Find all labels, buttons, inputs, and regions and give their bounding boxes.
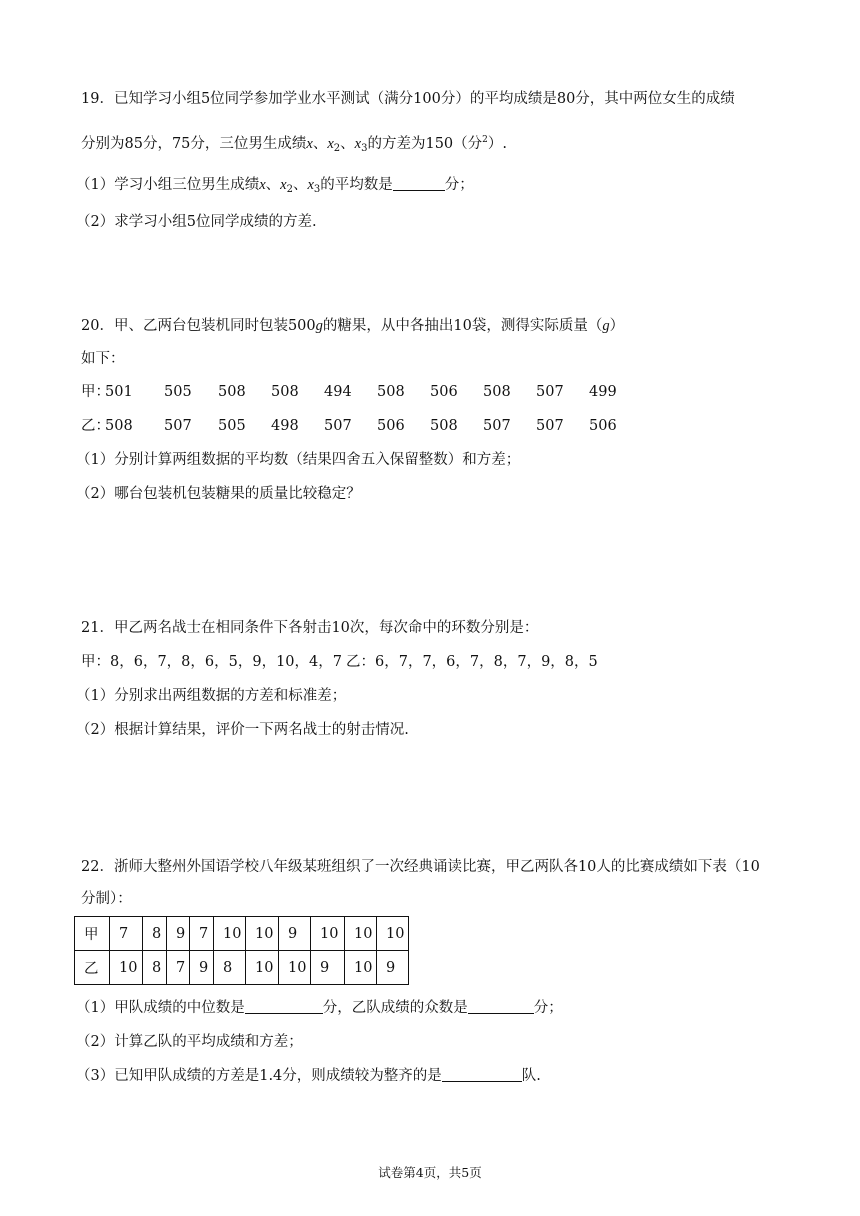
q20-yi-value: 506 — [377, 418, 405, 434]
q19-line2-text-a: 分别为85分，75分，三位男生成绩 — [81, 136, 307, 152]
q19-part1-text-c: 分； — [444, 177, 474, 193]
var-x3: x — [354, 136, 362, 152]
var-x1: x — [259, 177, 266, 193]
q19-line1: 19．已知学习小组5位同学参加学业水平测试（满分100分）的平均成绩是80分，其中两位女生的成绩 — [81, 91, 735, 107]
table-cell: 10 — [311, 917, 345, 951]
q20-line1-text-c: ） — [609, 318, 625, 334]
q22-part1 — [76, 998, 563, 1018]
var-x3: x — [307, 177, 314, 193]
table-cell: 7 — [190, 917, 214, 951]
table-row — [75, 951, 409, 985]
q22-part2: （2）计算乙队的平均成绩和方差； — [76, 1034, 303, 1050]
q20-yi-value: 505 — [218, 418, 246, 434]
q19-part1-text-b: 的平均数是 — [320, 177, 393, 193]
q19-sep: 、 — [265, 177, 281, 193]
answer-blank[interactable] — [442, 1067, 522, 1082]
q19-sep: 、 — [292, 177, 308, 193]
table-cell: 10 — [345, 917, 377, 951]
table-cell: 8 — [214, 951, 246, 985]
q20-mass: 500 — [287, 318, 316, 334]
q19-line2-text-b: 的方差为150（分 — [367, 136, 483, 152]
table-cell: 10 — [377, 917, 409, 951]
subscript-3: 3 — [313, 184, 321, 195]
q20-yi-label: 乙： — [81, 418, 110, 434]
q22-part3 — [76, 1066, 541, 1086]
q19-line2 — [81, 130, 507, 159]
unit-g: g — [602, 318, 610, 334]
q20-jia-value: 508 — [377, 384, 405, 400]
q20-jia-value: 506 — [430, 384, 458, 400]
q19-sep: 、 — [340, 136, 355, 152]
q19-line2-text-c: ）. — [487, 136, 507, 152]
q19-sep: 、 — [312, 136, 328, 152]
q20-jia-value: 508 — [218, 384, 246, 400]
subscript-2: 2 — [333, 143, 341, 154]
q19-part1-text-a: （1）学习小组三位男生成绩 — [76, 177, 260, 193]
var-x2: x — [327, 136, 334, 152]
q20-jia-value: 494 — [324, 384, 352, 400]
q20-jia-value: 507 — [536, 384, 564, 400]
q20-jia-value: 505 — [164, 384, 192, 400]
table-cell: 9 — [311, 951, 345, 985]
q19-part1 — [76, 175, 474, 200]
score-table — [74, 916, 409, 985]
table-cell: 甲 — [75, 917, 110, 951]
q20-line2: 如下： — [81, 351, 125, 367]
q20-jia-label: 甲： — [81, 384, 110, 400]
q22-part3-text-a: （3）已知甲队成绩的方差是1.4分，则成绩较为整齐的是 — [76, 1068, 442, 1084]
q22-part1-text-c: 分； — [533, 1000, 563, 1016]
page-footer: 试卷第4页，共5页 — [378, 1165, 482, 1180]
q20-yi-value: 508 — [105, 418, 133, 434]
q20-yi-value: 506 — [589, 418, 617, 434]
answer-blank[interactable] — [245, 999, 323, 1014]
q20-line1 — [81, 316, 624, 336]
q21-line1: 21．甲乙两名战士在相同条件下各射击10次，每次命中的环数分别是： — [81, 620, 539, 636]
q22-part3-text-b: 队. — [521, 1068, 541, 1084]
superscript-2: 2 — [482, 135, 488, 145]
q21-part2: （2）根据计算结果，评价一下两名战士的射击情况. — [76, 722, 409, 738]
q19-part2: （2）求学习小组5位同学成绩的方差. — [76, 214, 317, 230]
q21-part1: （1）分别求出两组数据的方差和标准差； — [76, 688, 347, 704]
q20-jia-value: 501 — [105, 384, 133, 400]
q20-line1-text-a: 20．甲、乙两台包装机同时包装 — [81, 318, 288, 334]
table-cell: 9 — [377, 951, 409, 985]
table-cell: 9 — [167, 917, 190, 951]
q22-line1: 22．浙师大整州外国语学校八年级某班组织了一次经典诵读比赛，甲乙两队各10人的比赛成绩如下表（10 — [81, 859, 760, 875]
q20-part1: （1）分别计算两组数据的平均数（结果四舍五入保留整数）和方差； — [76, 452, 521, 468]
q20-yi-value: 508 — [430, 418, 458, 434]
q22-part1-text-b: 分，乙队成绩的众数是 — [322, 1000, 468, 1016]
answer-blank[interactable] — [393, 176, 445, 191]
table-cell: 7 — [110, 917, 143, 951]
q20-part2: （2）哪台包装机包装糖果的质量比较稳定？ — [76, 486, 361, 502]
q20-jia-value: 508 — [483, 384, 511, 400]
table-cell: 10 — [279, 951, 311, 985]
q22-line2: 分制）： — [81, 891, 132, 907]
q20-jia-value: 499 — [589, 384, 617, 400]
var-x2: x — [280, 177, 287, 193]
table-row — [75, 917, 409, 951]
q20-line1-text-b: 的糖果，从中各抽出10袋，测得实际质量（ — [322, 318, 603, 334]
table-cell: 10 — [345, 951, 377, 985]
q20-yi-value: 507 — [536, 418, 564, 434]
table-cell: 10 — [246, 917, 279, 951]
q21-yi-data: 乙：6，7，7，6，7，8，7，9，8，5 — [346, 654, 598, 670]
q20-yi-value: 498 — [271, 418, 299, 434]
answer-blank[interactable] — [468, 999, 534, 1014]
table-cell: 7 — [167, 951, 190, 985]
table-cell: 8 — [143, 951, 167, 985]
table-cell: 10 — [246, 951, 279, 985]
table-cell: 8 — [143, 917, 167, 951]
var-x1: x — [306, 136, 313, 152]
table-cell: 10 — [110, 951, 143, 985]
unit-g: g — [315, 318, 323, 334]
table-cell: 乙 — [75, 951, 110, 985]
q22-part1-text-a: （1）甲队成绩的中位数是 — [76, 1000, 245, 1016]
table-cell: 9 — [279, 917, 311, 951]
table-cell: 10 — [214, 917, 246, 951]
subscript-3: 3 — [361, 143, 368, 154]
q20-yi-value: 507 — [483, 418, 511, 434]
q20-jia-value: 508 — [271, 384, 299, 400]
q20-yi-value: 507 — [164, 418, 192, 434]
q20-yi-value: 507 — [324, 418, 352, 434]
q21-jia-data: 甲：8，6，7，8，6，5，9，10，4，7 — [81, 654, 342, 670]
table-cell: 9 — [190, 951, 214, 985]
subscript-2: 2 — [286, 184, 293, 195]
